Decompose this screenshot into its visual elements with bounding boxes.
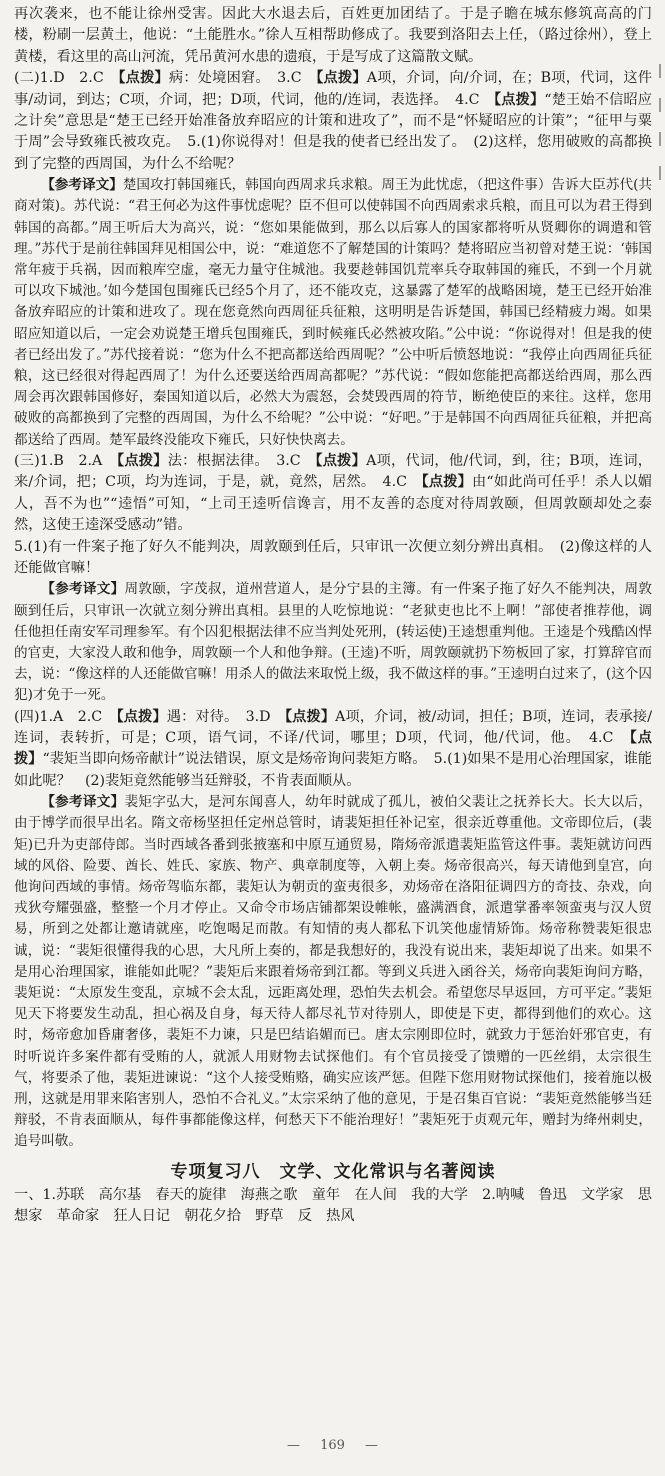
section-title: 文学、文化常识与名著阅读	[279, 1161, 496, 1182]
answer-text: 裴矩字弘大，是河东闻喜人，幼年时就成了孤儿，被伯父裴让之抚养长大。长大以后，由于博学而很早出名。隋文帝杨坚担任定州总管时，请裴矩担任补记室，很亲近尊重他。文帝即位后，(裴矩)已升为吏部侍郎。当时西域各番到张掖塞和中原互通贸易，隋炀帝派遣裴矩监管这件事。裴矩就访问西域的风俗、险要、酋长、姓氏、家族、物产、典章制度等，入朝上奏。炀帝很高兴，每天请他到皇宫，向他询问西域的事情。炀帝驾临东都，裴矩认为朝贡的蛮夷很多，劝炀帝在洛阳征调四方的奇技、杂戏，向戎狄夸耀强盛，整整一个月才停止。又命令市场店铺都架设帷帐，盛满酒食，派遣掌番率领蛮夷与汉人贸易，所到之处都让邀请就座，吃饱喝足而散。有知情的夷人都私下讥笑他虚情矫饰。炀帝称赞裴矩很忠诚，说：“裴矩很懂得我的心思，大凡所上奏的，都是我想好的，我没有说出来，裴矩却说了出来。如果不是用心治理国家，谁能如此呢？”裴矩后来跟着炀帝到江都。等到义兵进入函谷关，炀帝向裴矩询问方略，裴矩说：“太原发生变乱，京城不会太乱，远距离处理，恐怕失去机会。希望您尽早返回，方可平定。”裴矩见天下将要发生动乱，担心祸及自身，每天待人都尽礼节对待别人，即使是下吏，都得到他们的欢心。这时，炀帝愈加昏庸奢侈，裴矩不力谏，只是巴结谄媚而已。唐太宗刚即位时，就致力于惩治奸邪官吏，有时听说许多案件都有受贿的人，就派人用财物去试探他们。有个官员接受了馈赠的一匹丝绢，太宗很生气，将要杀了他，裴矩进谏说：“这个人接受贿赂，确实应该严惩。但陛下您用财物试探他们，接着施以极刑，这就是用罪来陷害别人，恐怕不合礼义。”太宗采纳了他的意见，于是召集百官说：“裴矩竟然能够当廷辩驳，不肯表面顺从，每件事都能像这样，何愁天下不能治理好！”裴矩死于贞观元年，赠封为绛州刺史，追号叫敬。	[14, 794, 653, 1150]
page-number-footer	[0, 1438, 665, 1453]
hint-tag: 【点拨】	[494, 91, 545, 108]
answer-paragraph	[14, 707, 652, 793]
answer-text: 法：根据法律。 3.C	[167, 452, 316, 469]
answer-text: 一、1.苏联 高尔基 春天的旋律 海燕之歌 童年 在人间 我的大学 2.呐喊 鲁迅 文学家 思想家 革命家 狂人日记 朝花夕拾 野草 反 热风	[14, 1186, 652, 1225]
answer-paragraph	[14, 68, 652, 175]
hint-tag: 【点拨】	[116, 708, 167, 725]
hint-tag: 【点拨】	[118, 70, 169, 87]
page-edge-marks	[653, 60, 665, 260]
answer-text: 再次袭来，也不能让徐州受害。因此大水退去后，百姓更加团结了。于是子瞻在城东修筑高高的门楼，粉刷一层黄土，他说：“土能胜水。”徐人互相帮助修成了。我要到洛阳去上任，（路过徐州），登上黄楼，看这里的高山河流，凭吊黄河水患的遗痕，于是写成了这篇散文赋。	[14, 6, 652, 65]
answer-paragraph	[14, 579, 652, 706]
answer-paragraph	[14, 4, 652, 68]
answer-text: 5.(1)有一件案子拖了好久不能判决，周敦颐到任后，只审讯一次便立刻分辨出真相。 (2)像这样的人还能做官嘛！	[14, 538, 652, 576]
hint-tag: 【点拨】	[116, 452, 168, 469]
answer-text: “裴矩当即向炀帝献计”说法错误，原文是炀帝询问裴矩方略。 5.(1)如果不是用心治理国家，谁能如此呢？ (2)裴矩竟然能够当廷辩驳，不肯表面顺从。	[14, 751, 652, 789]
section-content	[14, 1185, 652, 1228]
answer-paragraph	[14, 1185, 652, 1228]
page-number-dash-left: —	[286, 1438, 300, 1453]
section-label: 专项复习八	[170, 1161, 261, 1182]
answer-text: 楚国攻打韩国雍氏，韩国向西周求兵求粮。周王为此忧虑，（把这件事）告诉大臣苏代(共商对策)。苏代说：“君王何必为这件事忧虑呢？臣不但可以使韩国不向西周索求兵粮，而且可以为君王得到韩国的高都。”周王听后大为高兴，说：“您如果能做到，那么以后寡人的国家都将听从贤卿你的调遣和管理。”苏代于是前往韩国拜见相国公中，说：“难道您不了解楚国的计策吗？楚将昭应当初曾对楚王说：‘韩国常年疲于兵祸，因而粮库空虚，毫无力量守住城池。我要趁韩国饥荒率兵夺取韩国的雍氏，不到一个月就可以攻下城池。’如今楚国包围雍氏已经5个月了，还不能攻克，这暴露了楚军的战略困境，楚王已经开始准备放弃昭应的计策和进攻了。现在您竟然向西周征兵征粮，这明明是告诉楚国，韩国已经精疲力竭。如果昭应知道以后，一定会劝说楚王增兵包围雍氏，到时候雍氏必然被攻陷。”公中说：“你说得对！但是我的使者已经出发了。”苏代接着说：“您为什么不把高都送给西周呢？”公中听后愤怒地说：“我停止向西周征兵征粮，这已经很对得起西周了！为什么还要送给西周高都呢？”苏代说：“假如您能把高都送给西周，那么西周会再次跟韩国修好，秦国知道以后，必然大为震怒，会焚毁西周的符节，断绝使臣的来往。这样，您用破败的高都换到了完整的西周国，为什么不给呢？”公中说：“好吧。”于是韩国不向西周征兵征粮，并把高都送给了西周。楚军最终没能攻下雍氏，只好快快离去。	[14, 177, 652, 448]
answer-text: (二)1.D 2.C	[14, 70, 119, 87]
answer-text: “楚王始不信昭应之计矣”意思是“楚王已经开始准备放弃昭应的计策和进攻了”，而不是“怀疑昭应的计策”；“征甲与粟于周”会导致雍氏被攻克。 5.(1)你说得对！但是我的使者已经出发了。 (2)这样，您用破败的高都换到了完整的西周国，为什么不给呢？	[14, 91, 652, 172]
answer-text: 遇：对待。 3.D	[166, 708, 285, 725]
hint-tag: 【点拨】	[284, 708, 336, 725]
answer-text: A项，介词，向/介词，在；B项，代词，这件事/动词，到达；C项，介词，把；D项，代词，他的/连词，表选择。 4.C	[14, 70, 653, 108]
answer-text: 周敦颐，字茂叔，道州营道人，是分宁县的主簿。有一件案子拖了好久不能判决，周敦颐到任后，只审讯一次就立刻分辨出真相。县里的人吃惊地说：“老狱吏也比不上啊！”部使者推荐他，调任他担任南安军司理参军。有个囚犯根据法律不应当判处死刑，(转运使)王逵想重判他。王逵是个残酷凶悍的官吏，大家没人敢和他争，周敦颐一个人和他争辩。(王逵)不听，周敦颐就扔下笏板回了家，打算辞官而去，说：“像这样的人还能做官嘛！用杀人的做法来取悦上级，我不做这样的事。”王逵明白过来了，(这个囚犯)才免于一死。	[14, 581, 653, 704]
answer-paragraph	[14, 792, 652, 1152]
hint-tag: 【点拨】	[421, 474, 473, 491]
answer-paragraph	[14, 451, 652, 537]
hint-tag: 【点拨】	[316, 70, 367, 87]
hint-tag: 【参考译文】	[41, 177, 123, 194]
hint-tag: 【参考译文】	[41, 581, 125, 598]
answer-text: (四)1.A 2.C	[14, 708, 117, 725]
answer-content	[14, 4, 652, 1153]
answer-text: 病：处境困窘。 3.C	[168, 70, 317, 87]
answer-text: A项，介词，被/动词，担任；B项，连词，表承接/连词，表转折，可是；C项，语气词，不译/代词，哪里；D项，代词，他/代词，他。 4.C	[14, 708, 653, 746]
hint-tag: 【点拨】	[315, 452, 367, 469]
answer-text: (三)1.B 2.A	[14, 452, 117, 469]
answer-paragraph	[14, 175, 652, 451]
section-heading	[14, 1157, 652, 1182]
hint-tag: 【参考译文】	[41, 794, 125, 811]
answer-text: A项，代词，他/代词，到，往；B项，连词，来/介词，把；C项，均为连词，于是，就，竟然，居然。 4.C	[14, 452, 652, 491]
page-number: 169	[320, 1438, 345, 1453]
answer-text: 由“如此尚可任乎！杀人以媚人，吾不为也”“逵悟”可知，“上司王逵听信谗言，用不友善的态度对待周敦颐，但周敦颐却处之泰然，这使王逵深受感动”错。	[14, 474, 652, 534]
hint-tag: 【点拨】	[14, 729, 652, 768]
answer-page	[14, 4, 652, 1227]
answer-paragraph	[14, 537, 652, 580]
page-number-dash-right: —	[365, 1438, 379, 1453]
